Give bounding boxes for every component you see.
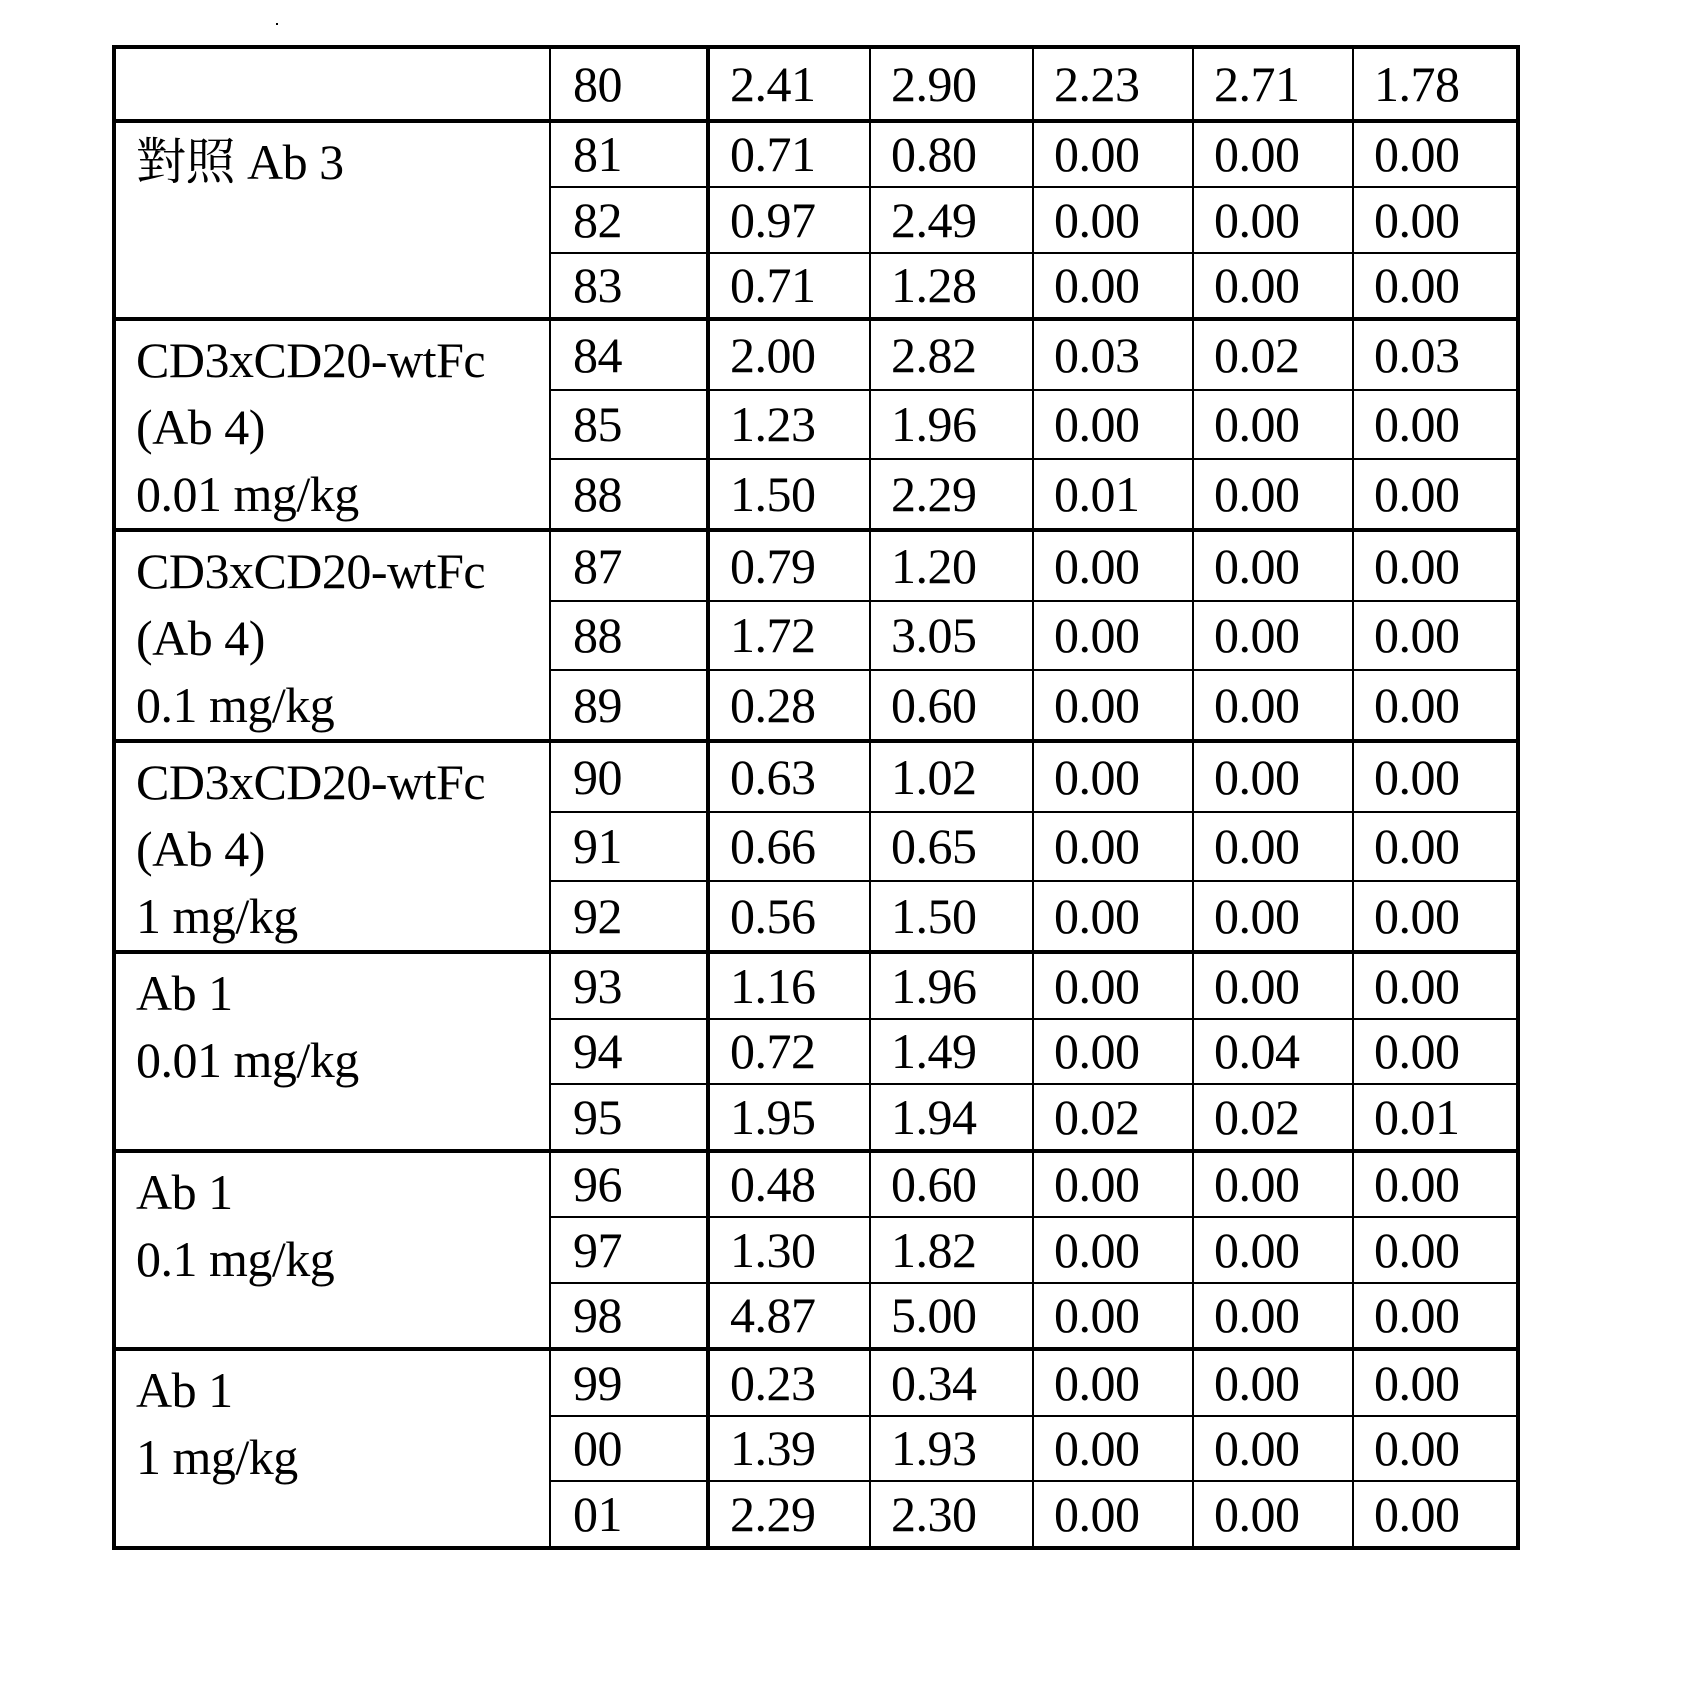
group-label-cell xyxy=(114,1151,550,1350)
value-cell: 0.66 xyxy=(708,812,870,882)
animal-id-cell: 92 xyxy=(550,881,708,952)
value-cell: 0.00 xyxy=(1193,530,1353,601)
group-label-line: 0.1 mg/kg xyxy=(136,677,335,733)
value-cell: 0.00 xyxy=(1033,390,1193,460)
value-cell: 0.00 xyxy=(1193,1349,1353,1416)
value-cell: 2.30 xyxy=(870,1481,1033,1548)
value-cell: 1.28 xyxy=(870,253,1033,320)
value-cell: 0.00 xyxy=(1193,952,1353,1019)
table-row xyxy=(114,530,1518,601)
value-cell: 1.78 xyxy=(1353,47,1518,121)
value-cell: 0.34 xyxy=(870,1349,1033,1416)
value-cell: 1.02 xyxy=(870,741,1033,812)
group-label-cell xyxy=(114,1349,550,1548)
value-cell: 2.90 xyxy=(870,47,1033,121)
animal-id-cell: 98 xyxy=(550,1283,708,1350)
value-cell: 0.79 xyxy=(708,530,870,601)
value-cell: 0.00 xyxy=(1033,253,1193,320)
value-cell: 1.30 xyxy=(708,1217,870,1283)
value-cell: 0.00 xyxy=(1353,1019,1518,1085)
value-cell: 0.00 xyxy=(1033,187,1193,253)
animal-id-cell: 95 xyxy=(550,1084,708,1151)
animal-id-cell: 97 xyxy=(550,1217,708,1283)
value-cell: 1.20 xyxy=(870,530,1033,601)
value-cell: 0.00 xyxy=(1353,1481,1518,1548)
value-cell: 1.39 xyxy=(708,1416,870,1482)
value-cell: 1.23 xyxy=(708,390,870,460)
group-label-cell xyxy=(114,530,550,741)
animal-id-cell: 90 xyxy=(550,741,708,812)
value-cell: 0.00 xyxy=(1353,459,1518,530)
table-row xyxy=(114,1151,1518,1218)
scan-speck xyxy=(276,23,278,25)
group-label-line: Ab 1 xyxy=(136,1362,233,1418)
value-cell: 1.95 xyxy=(708,1084,870,1151)
value-cell: 0.97 xyxy=(708,187,870,253)
group-label-line: CD3xCD20-wtFc xyxy=(136,543,486,599)
animal-id-cell: 83 xyxy=(550,253,708,320)
value-cell: 0.00 xyxy=(1353,1283,1518,1350)
value-cell: 0.60 xyxy=(870,670,1033,741)
table-row xyxy=(114,952,1518,1019)
value-cell: 3.05 xyxy=(870,601,1033,671)
group-label-line: 1 mg/kg xyxy=(136,888,298,944)
value-cell: 0.00 xyxy=(1193,741,1353,812)
value-cell: 0.00 xyxy=(1033,1349,1193,1416)
data-table xyxy=(112,45,1520,1550)
value-cell: 0.00 xyxy=(1353,812,1518,882)
value-cell: 0.00 xyxy=(1033,1151,1193,1218)
animal-id-cell: 85 xyxy=(550,390,708,460)
value-cell: 0.00 xyxy=(1353,670,1518,741)
value-cell: 0.00 xyxy=(1353,601,1518,671)
table-row xyxy=(114,741,1518,812)
group-label-line: 對照 Ab 3 xyxy=(136,133,344,190)
group-label-line: 0.1 mg/kg xyxy=(136,1230,335,1287)
value-cell: 0.00 xyxy=(1353,121,1518,188)
value-cell: 0.72 xyxy=(708,1019,870,1085)
value-cell: 0.00 xyxy=(1033,741,1193,812)
value-cell: 0.71 xyxy=(708,121,870,188)
value-cell: 2.41 xyxy=(708,47,870,121)
value-cell: 0.00 xyxy=(1353,741,1518,812)
value-cell: 0.60 xyxy=(870,1151,1033,1218)
group-label-line: (Ab 4) xyxy=(136,821,265,877)
value-cell: 0.00 xyxy=(1353,187,1518,253)
value-cell: 0.00 xyxy=(1193,601,1353,671)
value-cell: 0.63 xyxy=(708,741,870,812)
animal-id-cell: 00 xyxy=(550,1416,708,1482)
value-cell: 0.00 xyxy=(1193,1151,1353,1218)
value-cell: 0.00 xyxy=(1193,253,1353,320)
value-cell: 1.50 xyxy=(870,881,1033,952)
value-cell: 0.00 xyxy=(1033,601,1193,671)
value-cell: 1.72 xyxy=(708,601,870,671)
animal-id-cell: 89 xyxy=(550,670,708,741)
animal-id-cell: 84 xyxy=(550,319,708,390)
value-cell: 0.80 xyxy=(870,121,1033,188)
value-cell: 0.00 xyxy=(1033,952,1193,1019)
value-cell: 0.01 xyxy=(1353,1084,1518,1151)
value-cell: 0.02 xyxy=(1033,1084,1193,1151)
animal-id-cell: 88 xyxy=(550,601,708,671)
value-cell: 0.00 xyxy=(1353,390,1518,460)
value-cell: 0.71 xyxy=(708,253,870,320)
value-cell: 0.00 xyxy=(1353,952,1518,1019)
value-cell: 0.00 xyxy=(1033,1416,1193,1482)
value-cell: 0.00 xyxy=(1193,1283,1353,1350)
animal-id-cell: 99 xyxy=(550,1349,708,1416)
value-cell: 0.00 xyxy=(1033,1217,1193,1283)
value-cell: 0.00 xyxy=(1033,881,1193,952)
value-cell: 0.00 xyxy=(1193,121,1353,188)
value-cell: 0.28 xyxy=(708,670,870,741)
group-label-cell xyxy=(114,319,550,530)
value-cell: 0.02 xyxy=(1193,1084,1353,1151)
value-cell: 1.50 xyxy=(708,459,870,530)
value-cell: 0.00 xyxy=(1353,253,1518,320)
table-row xyxy=(114,319,1518,390)
animal-id-cell: 80 xyxy=(550,47,708,121)
value-cell: 0.65 xyxy=(870,812,1033,882)
value-cell: 0.00 xyxy=(1033,1481,1193,1548)
value-cell: 0.00 xyxy=(1193,1481,1353,1548)
value-cell: 2.49 xyxy=(870,187,1033,253)
group-label-line: 1 mg/kg xyxy=(136,1429,298,1485)
value-cell: 0.00 xyxy=(1033,121,1193,188)
animal-id-cell: 81 xyxy=(550,121,708,188)
animal-id-cell: 96 xyxy=(550,1151,708,1218)
animal-id-cell: 94 xyxy=(550,1019,708,1085)
animal-id-cell: 93 xyxy=(550,952,708,1019)
value-cell: 0.00 xyxy=(1353,881,1518,952)
value-cell: 0.03 xyxy=(1033,319,1193,390)
value-cell: 4.87 xyxy=(708,1283,870,1350)
value-cell: 0.00 xyxy=(1193,1416,1353,1482)
table-row xyxy=(114,47,1518,121)
table-row xyxy=(114,121,1518,188)
value-cell: 0.00 xyxy=(1353,1349,1518,1416)
group-label-line: Ab 1 xyxy=(136,1163,233,1220)
value-cell: 0.23 xyxy=(708,1349,870,1416)
value-cell: 0.00 xyxy=(1193,187,1353,253)
value-cell: 2.71 xyxy=(1193,47,1353,121)
animal-id-cell: 88 xyxy=(550,459,708,530)
value-cell: 1.49 xyxy=(870,1019,1033,1085)
value-cell: 0.00 xyxy=(1193,670,1353,741)
value-cell: 0.56 xyxy=(708,881,870,952)
value-cell: 1.93 xyxy=(870,1416,1033,1482)
value-cell: 1.96 xyxy=(870,390,1033,460)
group-label-cell xyxy=(114,741,550,952)
group-label-line: (Ab 4) xyxy=(136,610,265,666)
group-label-cell xyxy=(114,952,550,1151)
value-cell: 0.02 xyxy=(1193,319,1353,390)
value-cell: 0.00 xyxy=(1033,1019,1193,1085)
value-cell: 2.29 xyxy=(708,1481,870,1548)
table-body xyxy=(114,47,1518,1548)
value-cell: 0.00 xyxy=(1353,530,1518,601)
group-label-cell xyxy=(114,47,550,121)
group-label-line: Ab 1 xyxy=(136,965,233,1021)
value-cell: 1.82 xyxy=(870,1217,1033,1283)
value-cell: 2.29 xyxy=(870,459,1033,530)
group-label-line: 0.01 mg/kg xyxy=(136,466,359,522)
value-cell: 0.00 xyxy=(1193,1217,1353,1283)
group-label-line: CD3xCD20-wtFc xyxy=(136,332,486,388)
value-cell: 0.00 xyxy=(1193,459,1353,530)
animal-id-cell: 01 xyxy=(550,1481,708,1548)
value-cell: 0.00 xyxy=(1193,881,1353,952)
value-cell: 0.00 xyxy=(1353,1416,1518,1482)
group-label-line: 0.01 mg/kg xyxy=(136,1032,359,1088)
value-cell: 0.00 xyxy=(1033,530,1193,601)
value-cell: 0.00 xyxy=(1033,812,1193,882)
value-cell: 1.16 xyxy=(708,952,870,1019)
value-cell: 0.01 xyxy=(1033,459,1193,530)
value-cell: 0.00 xyxy=(1033,670,1193,741)
value-cell: 0.04 xyxy=(1193,1019,1353,1085)
value-cell: 1.96 xyxy=(870,952,1033,1019)
value-cell: 0.00 xyxy=(1353,1151,1518,1218)
value-cell: 2.23 xyxy=(1033,47,1193,121)
value-cell: 0.00 xyxy=(1353,1217,1518,1283)
value-cell: 5.00 xyxy=(870,1283,1033,1350)
value-cell: 0.48 xyxy=(708,1151,870,1218)
value-cell: 1.94 xyxy=(870,1084,1033,1151)
value-cell: 0.00 xyxy=(1193,812,1353,882)
table-row xyxy=(114,1349,1518,1416)
value-cell: 0.03 xyxy=(1353,319,1518,390)
value-cell: 0.00 xyxy=(1193,390,1353,460)
value-cell: 2.00 xyxy=(708,319,870,390)
animal-id-cell: 91 xyxy=(550,812,708,882)
group-label-cell xyxy=(114,121,550,320)
group-label-line: CD3xCD20-wtFc xyxy=(136,754,486,810)
animal-id-cell: 82 xyxy=(550,187,708,253)
value-cell: 0.00 xyxy=(1033,1283,1193,1350)
animal-id-cell: 87 xyxy=(550,530,708,601)
value-cell: 2.82 xyxy=(870,319,1033,390)
group-label-line: (Ab 4) xyxy=(136,399,265,455)
